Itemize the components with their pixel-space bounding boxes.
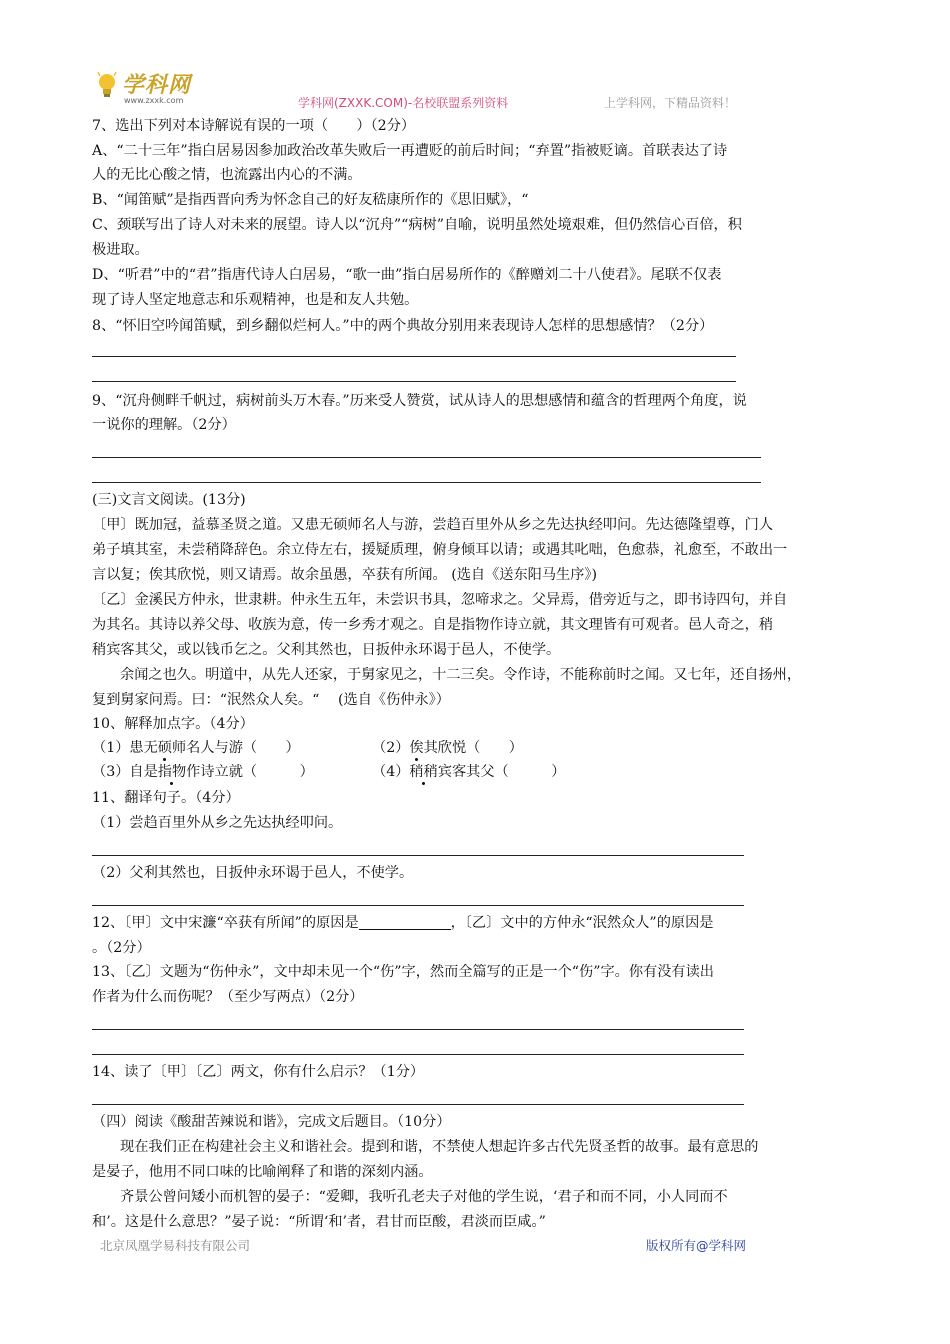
page-header	[0, 0, 950, 116]
q9-stem-line1: 9、“沉舟侧畔千帆过，病树前头万木春。”历来受人赞赏，试从诗人的思想感情和蕴含的哲理两个角度，说	[92, 393, 747, 409]
q10-item-4	[372, 762, 566, 782]
section4-para2-line2: 和’。这是什么意思？”晏子说：“所谓‘和’者，君甘而臣酸，君淡而臣咸。”	[92, 1214, 546, 1230]
passage-jia-line2: 弟子填其室，未尝稍降辞色。余立侍左右，援疑质理，俯身倾耳以请；或遇其叱咄，色愈恭，礼愈至，不敢出一	[92, 542, 788, 558]
section3-title: (三)文言文阅读。(13分)	[92, 492, 246, 508]
q11-answer-line-2[interactable]	[92, 905, 744, 906]
footer-company: 北京凤凰学易科技有限公司	[100, 1238, 251, 1253]
q13-answer-line-1[interactable]	[92, 1029, 744, 1030]
q11-sentence-2: （2）父利其然也，日扳仲永环谒于邑人，不使学。	[92, 865, 414, 881]
section4-para1-line2: 是晏子，他用不同口味的比喻阐释了和谐的深刻内涵。	[92, 1164, 433, 1180]
q8-stem: 8、“怀旧空吟闻笛赋，到乡翻似烂柯人。”中的两个典故分别用来表现诗人怎样的思想感情？（2分）	[92, 318, 714, 334]
q7-stem: 7、选出下列对本诗解说有误的一项（ ）（2分）	[92, 118, 416, 134]
lightbulb-logo-icon	[96, 72, 118, 98]
q10-item-1-dotted: 硕	[157, 740, 172, 756]
q8-answer-line-1[interactable]	[92, 356, 736, 357]
q7-option-b: B、“闻笛赋”是指西晋向秀为怀念自己的好友嵇康所作的《思旧赋》，“	[92, 192, 529, 208]
passage-yi-line5: 复到舅家问焉。曰：“泯然众人矣。“ (选自《伤仲永》）	[92, 692, 450, 708]
logo-url: www.zxxk.com	[124, 96, 184, 105]
q10-stem: 10、解释加点字。（4分）	[92, 716, 254, 732]
q12-post: ，〔乙〕文中的方仲永“泯然众人”的原因是	[450, 915, 714, 931]
q14-stem: 14、读了〔甲〕〔乙〕两文，你有什么启示？（1分）	[92, 1064, 425, 1080]
passage-yi-line4: 余闻之也久。明道中，从先人还家，于舅家见之，十二三矣。令作诗，不能称前时之闻。又七年，还自扬州，	[120, 667, 802, 683]
q7-option-d-line2: 现了诗人坚定地意志和乐观精神，也是和友人共勉。	[92, 292, 419, 308]
passage-yi-line2: 为其名。其诗以养父母、收族为意，传一乡秀才观之。自是指物作诗立就，其文理皆有可观者。邑人奇之，稍	[92, 617, 774, 633]
q9-answer-line-2[interactable]	[92, 482, 761, 483]
q10-item-2-post: 其欣悦（ ）	[423, 740, 523, 756]
q10-item-4-post: 宾客其父（ ）	[437, 764, 566, 780]
q11-stem: 11、翻译句子。（4分）	[92, 790, 240, 806]
footer-copyright: 版权所有@学科网	[646, 1238, 747, 1253]
q7-option-d-line1: D、“听君”中的“君”指唐代诗人白居易，“歌一曲”指白居易所作的《醉赠刘二十八使君》。尾联不仅表	[92, 267, 722, 283]
q10-item-4-dotted: 稍稍	[409, 764, 438, 780]
header-right-text: 上学科网，下精品资料！	[604, 96, 737, 110]
q7-option-a-line2: 人的无比心酸之情，也流露出内心的不满。	[92, 167, 362, 183]
q10-item-2-pre: （2）	[372, 740, 410, 756]
passage-yi-line3: 稍宾客其父，或以钱币乞之。父利其然也，日扳仲永环谒于邑人，不使学。	[92, 642, 561, 658]
q12-line1	[92, 913, 713, 933]
q12-pre: 12、〔甲〕文中宋濂“卒获有所闻”的原因是	[92, 915, 359, 931]
q10-item-2-dotted: 俟	[409, 740, 424, 756]
header-center-text: 学科网(ZXXK.COM)-名校联盟系列资料	[298, 96, 509, 110]
q11-sentence-1: （1）尝趋百里外从乡之先达执经叩问。	[92, 815, 343, 831]
q7-option-c-line1: C、颈联写出了诗人对未来的展望。诗人以“沉舟”“病树”自喻，说明虽然处境艰难，但仍然信心百倍，积	[92, 217, 742, 233]
passage-jia-line1: 〔甲〕既加冠，益慕圣贤之道。又患无硕师名人与游，尝趋百里外从乡之先达执经叩问。先达德隆望尊，门人	[92, 517, 774, 533]
q10-item-1-post: 师名人与游（ ）	[171, 740, 300, 756]
q13-line1: 13、〔乙〕文题为“伤仲永”，文中却未见一个“伤”字，然而全篇写的正是一个“伤”字。你有没有读出	[92, 964, 714, 980]
q7-option-a-line1: A、“二十三年”指白居易因参加政治改革失败后一再遭贬的前后时间；“弃置”指被贬谪。首联表达了诗	[92, 143, 728, 159]
q10-item-3-post: 作诗立就（ ）	[186, 764, 314, 780]
q9-answer-line-1[interactable]	[92, 457, 761, 458]
q10-item-3-pre: （3）自是	[92, 764, 158, 780]
q8-answer-line-2[interactable]	[92, 381, 736, 382]
q13-line2: 作者为什么而伤呢？（至少写两点）（2分）	[92, 989, 364, 1005]
section4-para1-line1: 现在我们正在构建社会主义和谐社会。提到和谐，不禁使人想起许多古代先贤圣哲的故事。最有意思的	[120, 1139, 759, 1155]
q10-item-2	[372, 738, 523, 758]
q14-answer-line[interactable]	[92, 1104, 744, 1105]
q10-item-3	[92, 762, 314, 782]
q13-answer-line-2[interactable]	[92, 1054, 744, 1055]
logo-text: 学科网	[122, 73, 192, 98]
section4-title: （四）阅读《酸甜苦辣说和谐》，完成文后题目。（10分）	[92, 1114, 451, 1130]
q10-item-4-pre: （4）	[372, 764, 410, 780]
q10-item-1	[92, 738, 300, 758]
q10-item-1-pre: （1）患无	[92, 740, 158, 756]
section4-para2-line1: 齐景公曾问矮小而机智的晏子：“爱卿，我听孔老夫子对他的学生说，‘君子和而不同，小人同而不	[120, 1189, 728, 1205]
q9-stem-line2: 一说你的理解。（2分）	[92, 417, 236, 433]
q12-fill-blank[interactable]	[359, 915, 451, 930]
q7-option-c-line2: 极进取。	[92, 242, 149, 258]
q12-line2: 。（2分）	[92, 940, 151, 956]
zxxk-logo	[96, 68, 206, 112]
passage-yi-line1: 〔乙〕金溪民方仲永，世隶耕。仲永生五年，未尝识书具，忽啼求之。父异焉，借旁近与之，即书诗四句，并自	[92, 592, 788, 608]
passage-jia-line3: 言以复；俟其欣悦，则又请焉。故余虽愚，卒获有所闻。 (选自《送东阳马生序》)	[92, 567, 598, 583]
q10-item-3-dotted: 指物	[157, 764, 187, 780]
q11-answer-line-1[interactable]	[92, 855, 744, 856]
